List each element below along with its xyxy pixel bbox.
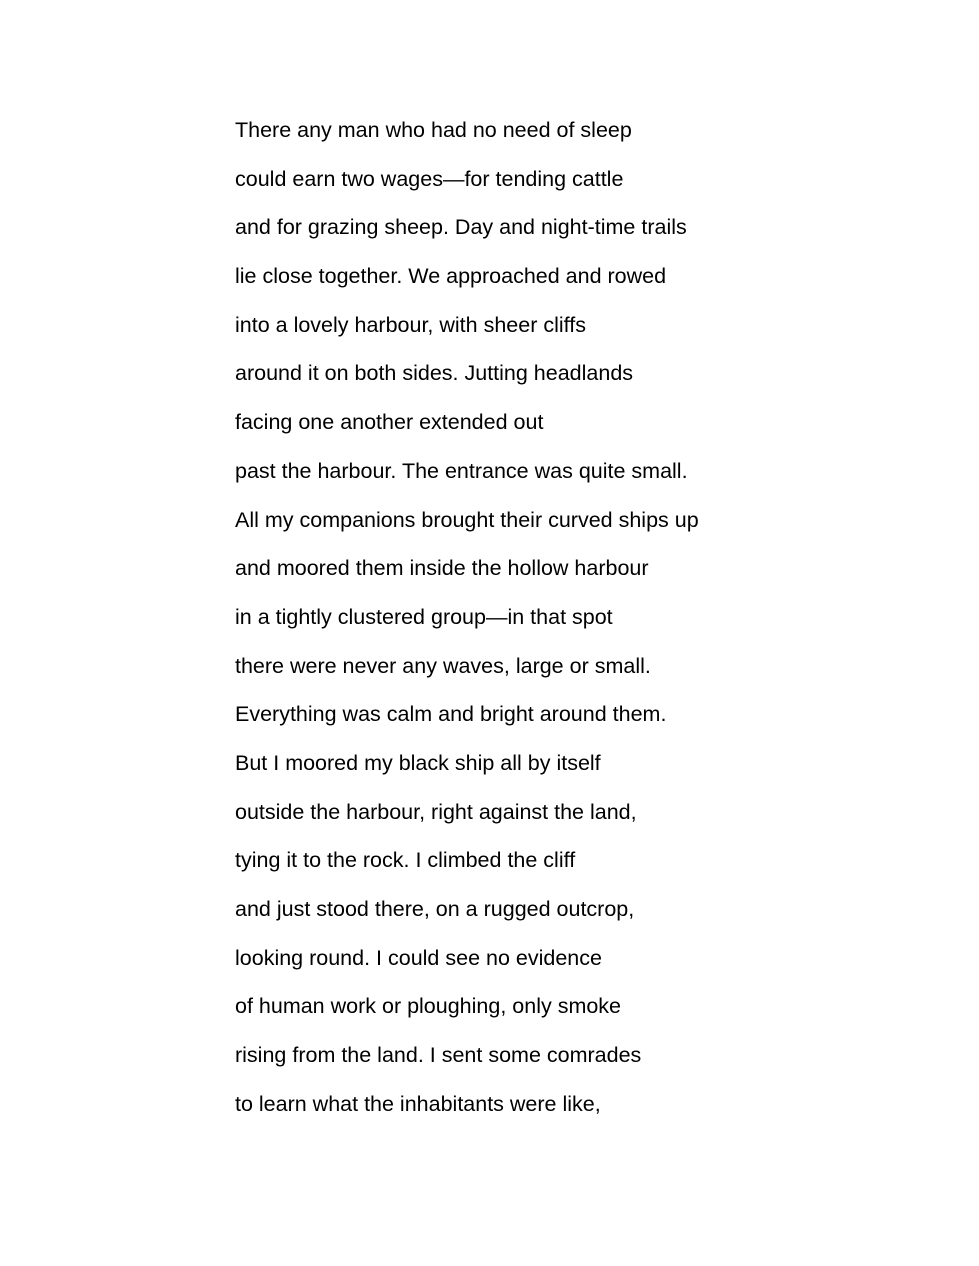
poem-line: and for grazing sheep. Day and night-time trails	[235, 215, 687, 240]
poem-line: in a tightly clustered group—in that spot	[235, 604, 613, 629]
poem-line: and just stood there, on a rugged outcrop,	[235, 897, 635, 921]
poem-line: could earn two wages—for tending cattle	[235, 166, 624, 191]
poem-line: facing one another extended out	[235, 410, 544, 435]
poem-line: there were never any waves, large or small.	[235, 653, 651, 678]
poem-text	[235, 114, 699, 1136]
poem-line: tying it to the rock. I climbed the cliff	[235, 848, 576, 873]
poem-line: Everything was calm and bright around them.	[235, 702, 667, 727]
poem-line: and moored them inside the hollow harbour	[235, 556, 649, 581]
poem-line: All my companions brought their curved ships up	[235, 507, 699, 532]
poem-line: of human work or ploughing, only smoke	[235, 994, 622, 1019]
poem-line: looking round. I could see no evidence	[235, 945, 602, 970]
poem-line: But I moored my black ship all by itself	[235, 750, 601, 775]
poem-line: to learn what the inhabitants were like,	[235, 1091, 601, 1116]
poem-line: past the harbour. The entrance was quite small.	[235, 458, 688, 483]
poem-line: around it on both sides. Jutting headlands	[235, 361, 634, 386]
poem-line: into a lovely harbour, with sheer cliffs	[235, 312, 586, 337]
poem-line: lie close together. We approached and rowed	[235, 264, 667, 289]
poem-line: outside the harbour, right against the land,	[235, 799, 637, 824]
poem-line: There any man who had no need of sleep	[235, 118, 632, 142]
poem-line: rising from the land. I sent some comrades	[235, 1043, 642, 1068]
